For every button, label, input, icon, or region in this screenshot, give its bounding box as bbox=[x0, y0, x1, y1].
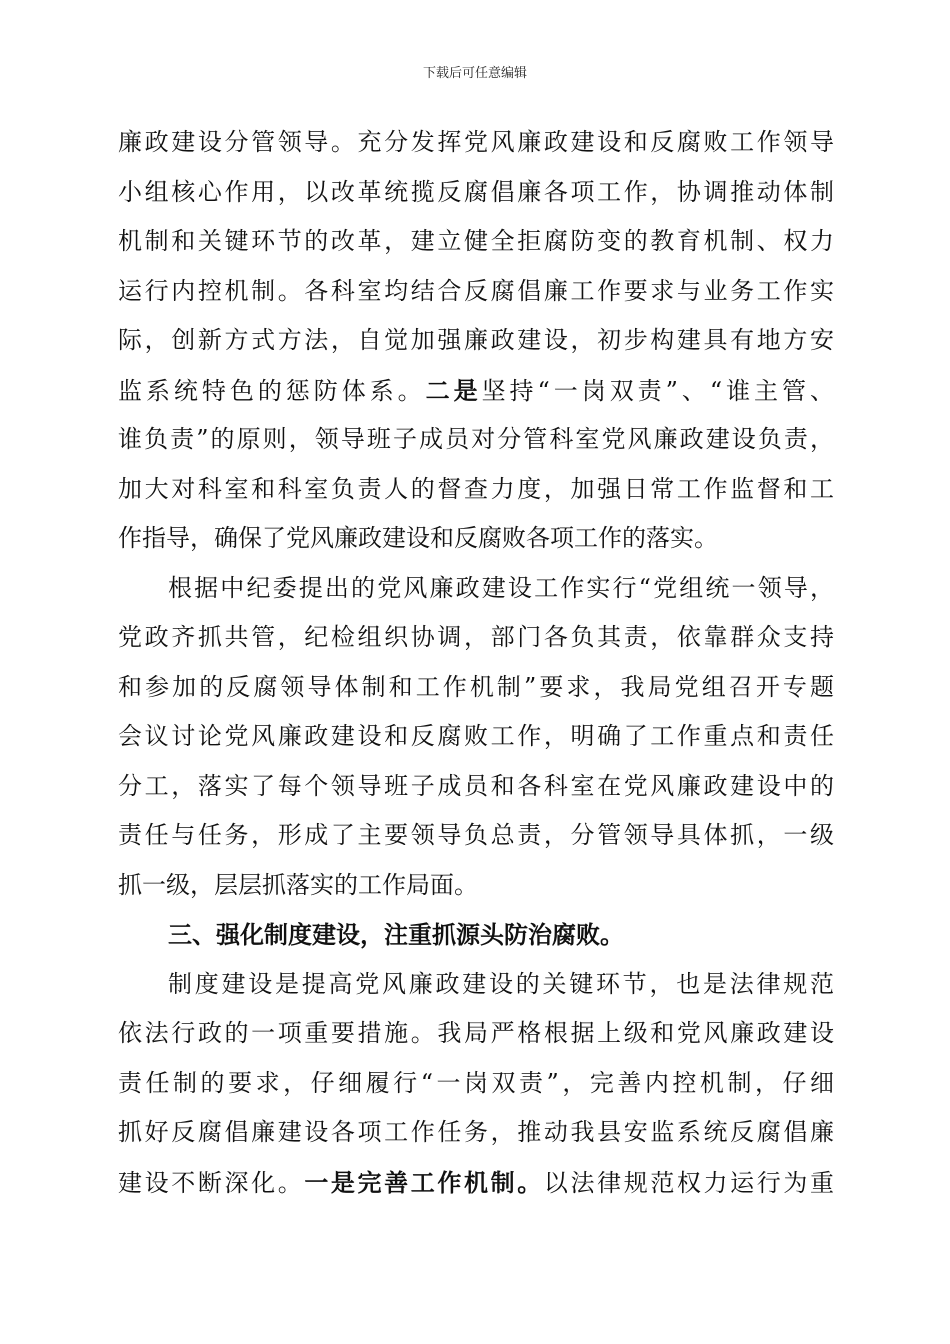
text-run: 运行内控机制。各科室均结合反腐倡廉工作要求与业务工作实 bbox=[118, 276, 834, 305]
text-run: 抓一级，层层抓落实的工作局面。 bbox=[118, 870, 478, 899]
text-run: 建设不断深化。 bbox=[118, 1168, 305, 1197]
text-line bbox=[118, 415, 834, 465]
text-run: 制度建设是提高党风廉政建设的关键环节，也是法律规范 bbox=[168, 969, 834, 998]
text-run: 责任与任务，形成了主要领导负总责，分管领导具体抓，一级 bbox=[118, 821, 834, 849]
bold-text: 二是 bbox=[425, 375, 482, 405]
text-line bbox=[118, 366, 834, 416]
text-line bbox=[118, 267, 834, 317]
text-line bbox=[118, 564, 834, 614]
text-run: 根据中纪委提出的党风廉政建设工作实行“党组统一领导， bbox=[168, 573, 834, 602]
text-line bbox=[118, 762, 834, 812]
text-run: 和参加的反腐领导体制和工作机制”要求，我局党组召开专题 bbox=[118, 672, 834, 701]
text-line bbox=[118, 811, 834, 861]
text-line bbox=[118, 168, 834, 218]
text-run: 谁负责”的原则，领导班子成员对分管科室党风廉政建设负责， bbox=[118, 425, 834, 453]
text-line bbox=[118, 316, 834, 366]
text-line bbox=[118, 1009, 834, 1059]
text-line bbox=[118, 663, 834, 713]
text-line bbox=[118, 712, 834, 762]
text-run: 党政齐抓共管，纪检组织协调，部门各负其责，依靠群众支持 bbox=[118, 623, 834, 651]
text-run: 抓好反腐倡廉建设各项工作任务，推动我县安监系统反腐倡廉 bbox=[118, 1118, 834, 1146]
text-run: 监系统特色的惩防体系。 bbox=[118, 376, 426, 405]
text-line bbox=[118, 118, 834, 168]
text-run: 加大对科室和科室负责人的督查力度，加强日常工作监督和工 bbox=[118, 474, 834, 503]
text-line bbox=[118, 217, 834, 267]
text-run: 会议讨论党风廉政建设和反腐败工作，明确了工作重点和责任 bbox=[118, 722, 834, 750]
text-line bbox=[118, 960, 834, 1010]
body-text bbox=[118, 118, 834, 1207]
text-run: 坚持“一岗双责”、“谁主管、 bbox=[481, 376, 834, 405]
page-header: 下载后可任意编辑 bbox=[422, 66, 527, 81]
text-run: 分工，落实了每个领导班子成员和各科室在党风廉政建设中的 bbox=[118, 771, 834, 800]
text-line bbox=[118, 613, 834, 663]
text-run: 小组核心作用，以改革统揽反腐倡廉各项工作，协调推动体制 bbox=[118, 177, 834, 206]
text-run: 际，创新方式方法，自觉加强廉政建设，初步构建具有地方安 bbox=[118, 326, 834, 354]
text-run: 廉政建设分管领导。充分发挥党风廉政建设和反腐败工作领导 bbox=[118, 128, 834, 156]
text-line bbox=[118, 861, 834, 911]
text-line bbox=[118, 465, 834, 515]
text-line bbox=[118, 514, 834, 564]
text-line bbox=[118, 1059, 834, 1109]
bold-text: 三、强化制度建设，注重抓源头防治腐败。 bbox=[168, 920, 624, 949]
bold-text: 一是完善工作机制。 bbox=[304, 1167, 544, 1197]
text-run: 依法行政的一项重要措施。我局严格根据上级和党风廉政建设 bbox=[118, 1019, 834, 1047]
text-run: 机制和关键环节的改革，建立健全拒腐防变的教育机制、权力 bbox=[118, 227, 834, 255]
text-line bbox=[118, 910, 834, 960]
text-line bbox=[118, 1108, 834, 1158]
text-run: 以法律规范权力运行为重 bbox=[543, 1168, 835, 1197]
text-run: 作指导，确保了党风廉政建设和反腐败各项工作的落实。 bbox=[118, 524, 718, 552]
text-line bbox=[118, 1158, 834, 1208]
text-run: 责任制的要求，仔细履行“一岗双责”，完善内控机制，仔细 bbox=[118, 1068, 834, 1097]
